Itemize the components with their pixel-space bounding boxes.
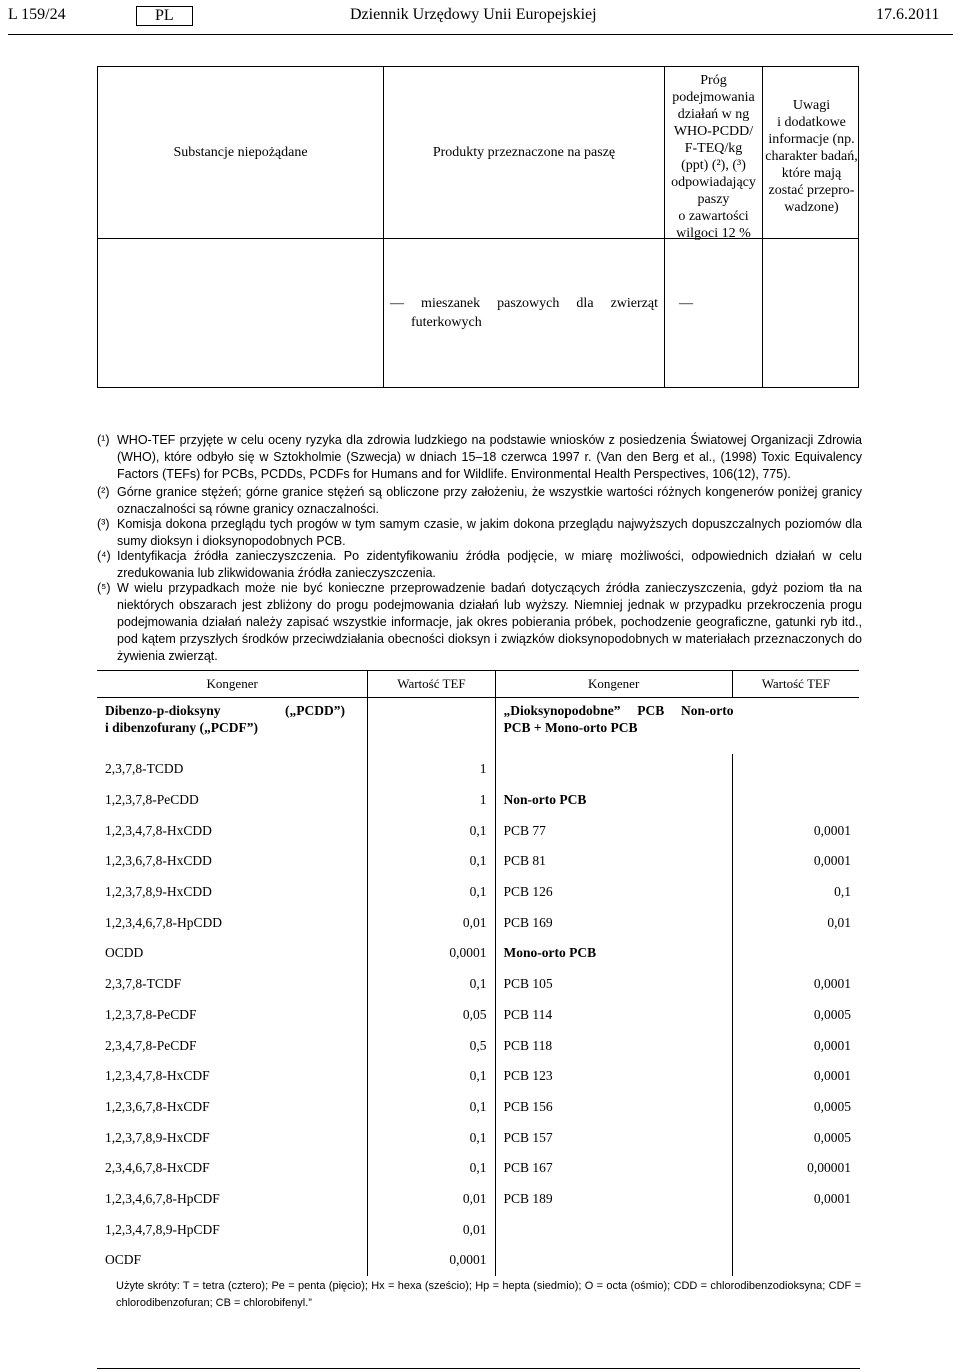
tef-cell: [732, 754, 859, 785]
threshold-header-line: (ppt) (²), (³): [681, 158, 746, 173]
tef-cell: 0,01: [827, 914, 851, 930]
congener-cell: Mono-orto PCB: [495, 938, 732, 969]
threshold-header-line: odpowiadający: [671, 175, 756, 190]
tef-cell: 0,1: [368, 846, 495, 877]
threshold-value: —: [679, 296, 693, 311]
table-row: [97, 1153, 859, 1184]
journal-title: Dziennik Urzędowy Unii Europejskiej: [350, 6, 597, 23]
tef-cell: [732, 1245, 859, 1276]
tef-cell: 0,0001: [813, 1037, 851, 1053]
threshold-header-line: działań w ng: [677, 107, 750, 122]
publication-date: 17.6.2011: [876, 6, 940, 23]
tef-cell: 0,1: [834, 884, 851, 900]
footnote: [97, 580, 862, 665]
col-header-congener-1: Kongener: [97, 671, 368, 698]
tef-cell: 0,00001: [807, 1160, 851, 1176]
tef-cell: 0,1: [368, 815, 495, 846]
congener-cell: 2,3,7,8-TCDF: [97, 969, 368, 1000]
language-badge: PL: [136, 6, 193, 26]
footer-rule: [97, 1368, 860, 1369]
table-row: [97, 1061, 859, 1092]
congener-cell: 1,2,3,4,6,7,8-HpCDF: [97, 1184, 368, 1215]
congener-cell: 1,2,3,4,7,8,9-HpCDF: [97, 1214, 368, 1245]
footnote-text: Górne granice stężeń; górne granice stężeń są obliczone przy założeniu, że wszystkie wartości różnych kongenerów poniżej granicy oznaczalności są równe granicy oznaczalności.: [117, 485, 862, 516]
threshold-header-line: F-TEQ/kg: [684, 141, 743, 156]
footnote: [97, 484, 862, 518]
table-row: [97, 846, 859, 877]
threshold-header-line: Próg: [700, 73, 727, 88]
footnote-text: WHO-TEF przyjęte w celu oceny ryzyka dla zdrowia ludzkiego na podstawie wniosków z posiedzenia Światowej Organizacji Zdrowia (WHO), które odbyło się w Sztokholmie (Szwecja) w dniach 15–18 czerwca 1997 r. (Van den Berg et al., (1998) Toxic Equivalency Factors (TEFs) for PCBs, PCDDs, PCDFs for Humans and for Wildlife. Environmental Health Perspectives, 106(12), 775).: [117, 433, 862, 481]
tef-cell: 0,0005: [813, 1098, 851, 1114]
remarks-header-line: informacje (np.: [768, 132, 855, 147]
congener-cell: 1,2,3,7,8-PeCDD: [97, 785, 368, 816]
tef-cell: 0,05: [368, 1000, 495, 1031]
header-substances: Substancje niepożądane: [173, 145, 308, 160]
table-row: [97, 1184, 859, 1215]
header-threshold: [665, 72, 762, 242]
congener-cell: PCB 169: [495, 907, 732, 938]
tef-cell: 0,0005: [813, 1129, 851, 1145]
header-remarks: [763, 97, 860, 216]
threshold-header-line: wilgoci 12 %: [676, 226, 751, 241]
product-line-1: — mieszanek paszowych dla zwierząt: [390, 296, 658, 311]
congener-cell: 1,2,3,7,8,9-HxCDF: [97, 1122, 368, 1153]
congener-cell: Non-orto PCB: [495, 785, 732, 816]
threshold-table: [97, 66, 859, 388]
tef-cell: 0,01: [368, 907, 495, 938]
tef-header-row: [97, 671, 859, 698]
right-group-label: „Dioksynopodobne” PCB Non-orto PCB + Mono-orto PCB: [503, 703, 734, 735]
table-row: [97, 1030, 859, 1061]
remarks-header-line: Uwagi: [792, 98, 831, 113]
congener-cell: 2,3,4,6,7,8-HxCDF: [97, 1153, 368, 1184]
remarks-header-line: charakter badań,: [765, 149, 858, 164]
page-header: [8, 6, 953, 28]
tef-cell: 0,0001: [813, 853, 851, 869]
footnote-number: (³): [97, 517, 110, 531]
footnote-number: (¹): [97, 433, 110, 447]
header-products: Produkty przeznaczone na paszę: [432, 145, 616, 160]
congener-cell: PCB 156: [495, 1092, 732, 1123]
table-row: [97, 1245, 859, 1276]
remarks-header-line: zostać przepro-: [768, 183, 855, 198]
remarks-header-line: wadzone): [784, 200, 839, 215]
tef-cell: 0,0001: [368, 938, 495, 969]
tef-cell: [732, 938, 859, 969]
threshold-header-line: o zawartości: [678, 209, 749, 224]
tef-cell: 0,0001: [813, 1190, 851, 1206]
threshold-header-line: WHO-PCDD/: [673, 124, 754, 139]
footnote: [97, 516, 862, 550]
header-rule: [8, 34, 953, 35]
threshold-header-line: paszy: [697, 192, 730, 207]
footnote-text: Komisja dokona przeglądu tych progów w tym samym czasie, w jakim dokona przeglądu najwyższych dopuszczalnych poziomów dla sumy dioksyn i dioksynopodobnych PCB.: [117, 517, 862, 548]
congener-cell: 1,2,3,6,7,8-HxCDD: [97, 846, 368, 877]
congener-cell: PCB 118: [495, 1030, 732, 1061]
congener-cell: 2,3,7,8-TCDD: [97, 754, 368, 785]
table-row: [97, 754, 859, 785]
table-row: [97, 1214, 859, 1245]
page-reference: L 159/24: [8, 6, 66, 23]
congener-cell: OCDD: [97, 938, 368, 969]
tef-cell: 0,01: [368, 1214, 495, 1245]
remarks-header-line: które mają: [781, 166, 842, 181]
congener-cell: [495, 1245, 732, 1276]
tef-cell: 0,1: [368, 1061, 495, 1092]
congener-cell: 1,2,3,4,7,8-HxCDD: [97, 815, 368, 846]
tef-cell: [732, 785, 859, 816]
threshold-header-line: podejmowania: [672, 90, 755, 105]
congener-cell: PCB 189: [495, 1184, 732, 1215]
table-row: [97, 1000, 859, 1031]
table-row: [97, 1092, 859, 1123]
abbreviations-note: Użyte skróty: T = tetra (cztero); Pe = penta (pięcio); Hx = hexa (sześcio); Hp = hepta (siedmio); O = octa (ośmio); CDD = chlorodibenzodioksyna; CDF = chlorodibenzofuran; CB = chlorobifenyl.”: [116, 1280, 861, 1309]
congener-cell: 1,2,3,7,8-PeCDF: [97, 1000, 368, 1031]
congener-cell: 1,2,3,6,7,8-HxCDF: [97, 1092, 368, 1123]
table-row: [97, 877, 859, 908]
tef-cell: 0,1: [368, 877, 495, 908]
congener-cell: PCB 157: [495, 1122, 732, 1153]
tef-cell: 0,1: [368, 1092, 495, 1123]
table-row: [97, 815, 859, 846]
tef-cell: 0,1: [368, 969, 495, 1000]
tef-cell: 0,0001: [813, 822, 851, 838]
tef-cell: 0,1: [368, 1122, 495, 1153]
congener-cell: PCB 81: [495, 846, 732, 877]
footnote: [97, 432, 862, 483]
col-header-tef-2: Wartość TEF: [732, 671, 859, 698]
table-row: [97, 785, 859, 816]
congener-cell: 1,2,3,7,8,9-HxCDD: [97, 877, 368, 908]
footnote-number: (⁴): [97, 549, 111, 563]
congener-cell: PCB 105: [495, 969, 732, 1000]
table-row: [97, 938, 859, 969]
footnote-text: W wielu przypadkach może nie być konieczne przeprowadzenie badań dotyczących źródła zanieczyszczenia, gdyż poziom tła na niektórych obszarach jest zbliżony do progu podejmowania działań lub wyższy. Niemniej jednak w przypadku przekroczenia progu podejmowania działań należy zapisać wszystkie informacje, jak okres pobierania próbek, pochodzenie geograficzne, gatunki ryb itd., pod kątem przyszłych środków przeciwdziałania obecności dioksyn i związków dioksynopodobnych w materiałach przeznaczonych do żywienia zwierząt.: [117, 581, 862, 663]
tef-cell: 0,0001: [368, 1245, 495, 1276]
tef-cell: 1: [368, 754, 495, 785]
group-row: [97, 698, 859, 755]
congener-cell: 2,3,4,7,8-PeCDF: [97, 1030, 368, 1061]
tef-cell: 0,01: [368, 1184, 495, 1215]
congener-cell: [495, 1214, 732, 1245]
congener-cell: OCDF: [97, 1245, 368, 1276]
left-group-label: Dibenzo-p-dioksyny („PCDD”) i dibenzofurany („PCDF”): [97, 698, 368, 755]
tef-cell: 0,1: [368, 1153, 495, 1184]
tef-cell: 0,0001: [813, 976, 851, 992]
congener-cell: 1,2,3,4,6,7,8-HpCDD: [97, 907, 368, 938]
product-line-2: futerkowych: [411, 315, 482, 330]
tef-cell: 0,0001: [813, 1068, 851, 1084]
tef-cell: 0,5: [368, 1030, 495, 1061]
footnote-text: Identyfikacja źródła zanieczyszczenia. Po zidentyfikowaniu źródła podjęcie, w miarę możliwości, odpowiednich działań w celu zredukowania lub zlikwidowania źródła zanieczyszczenia.: [117, 549, 862, 580]
remarks-header-line: i dodatkowe: [777, 115, 846, 130]
congener-cell: 1,2,3,4,7,8-HxCDF: [97, 1061, 368, 1092]
col-header-congener-2: Kongener: [495, 671, 732, 698]
tef-cell: [732, 1214, 859, 1245]
tef-table: [97, 670, 859, 1276]
footnote: [97, 548, 862, 582]
footnote-number: (²): [97, 485, 110, 499]
tef-cell: 0,0005: [813, 1006, 851, 1022]
footnote-number: (⁵): [97, 581, 111, 595]
table-row: [97, 907, 859, 938]
congener-cell: PCB 167: [495, 1153, 732, 1184]
congener-cell: [495, 754, 732, 785]
congener-cell: PCB 126: [495, 877, 732, 908]
congener-cell: PCB 123: [495, 1061, 732, 1092]
col-header-tef-1: Wartość TEF: [368, 671, 495, 698]
congener-cell: PCB 77: [495, 815, 732, 846]
table-row: [97, 1122, 859, 1153]
congener-cell: PCB 114: [495, 1000, 732, 1031]
tef-cell: 1: [368, 785, 495, 816]
table-row: [97, 969, 859, 1000]
